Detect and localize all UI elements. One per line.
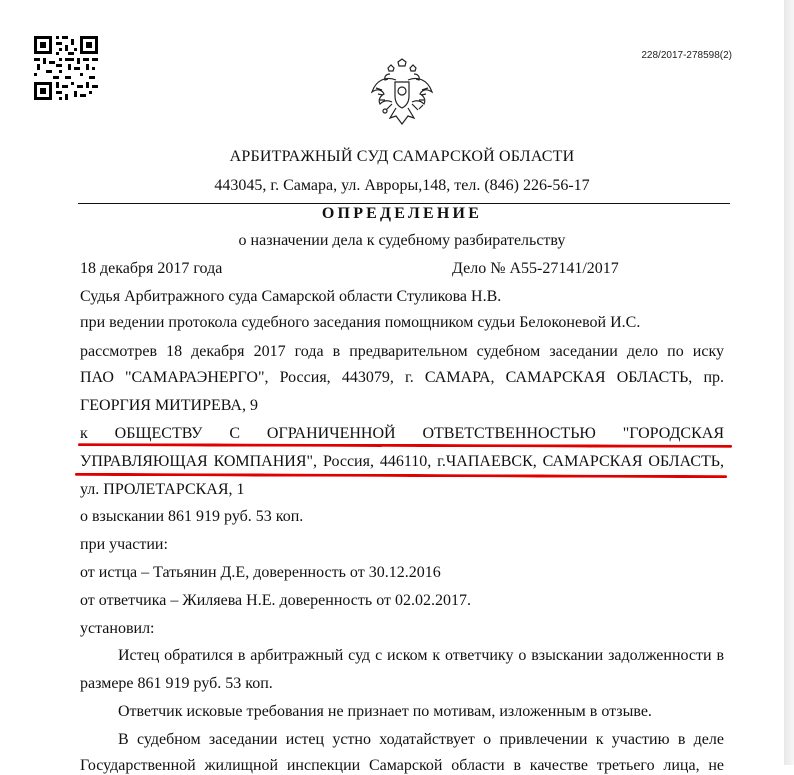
body-line-partial: Государственной жилищной инспекции Самарской области в качестве третьего лица, не — [80, 757, 724, 774]
body-line: Судья Арбитражного суда Самарской области Стуликова Н.В. — [80, 288, 502, 305]
case-number: Дело № А55-27141/2017 — [452, 260, 619, 277]
body-line: ул. ПРОЛЕТАРСКАЯ, 1 — [80, 481, 245, 498]
coat-of-arms-icon — [368, 58, 436, 130]
body-line: Истец обратился в арбитражный суд с иском к ответчику о взыскании задолженности в — [118, 647, 724, 664]
body-line: ГЕОРГИЯ МИТИРЕВА, 9 — [80, 397, 258, 414]
header-divider — [78, 203, 730, 204]
document-subtitle: о назначении дела к судебному разбирательству — [238, 232, 566, 249]
court-address: 443045, г. Самара, ул. Авроры,148, тел. (846) 226-56-17 — [214, 177, 590, 194]
body-line: рассмотрев 18 декабря 2017 года в предварительном судебном заседании дело по иску — [80, 343, 724, 360]
body-line: ПАО "САМАРАЭНЕРГО", Россия, 443079, г. САМАРА, САМАРСКАЯ ОБЛАСТЬ, пр. — [80, 369, 724, 386]
page-edge-shadow — [784, 0, 794, 765]
highlight-underline — [75, 473, 727, 478]
claim-amount-line: о взыскании 861 919 руб. 53 коп. — [80, 508, 304, 525]
section-heading-established: установил: — [80, 620, 155, 637]
court-name: АРБИТРАЖНЫЙ СУД САМАРСКОЙ ОБЛАСТИ — [229, 148, 575, 165]
document-title: ОПРЕДЕЛЕНИЕ — [321, 205, 483, 222]
body-line: от истца – Татьянин Д.Е, доверенность от 30.12.2016 — [80, 564, 441, 581]
document-registry-number: 228/2017-278598(2) — [641, 50, 732, 61]
body-line: при участии: — [80, 536, 168, 553]
body-line-defendant: к ОБЩЕСТВУ С ОГРАНИЧЕННОЙ ОТВЕТСТВЕННОСТЬЮ "ГОРОДСКАЯ — [80, 425, 724, 442]
body-line: при ведении протокола судебного заседания помощником судьи Белоконевой И.С. — [80, 314, 641, 331]
body-line: Ответчик исковые требования не признает по мотивам, изложенным в отзыве. — [118, 703, 652, 720]
body-line-defendant: УПРАВЛЯЮЩАЯ КОМПАНИЯ", Россия, 446110, г.ЧАПАЕВСК, САМАРСКАЯ ОБЛАСТЬ, — [80, 453, 724, 470]
body-line: В судебном заседании истец устно ходатайствует о привлечении к участию в деле — [118, 731, 724, 748]
body-line: размере 861 919 руб. 53 коп. — [80, 675, 273, 692]
highlight-underline — [78, 443, 732, 448]
body-line: от ответчика – Жиляева Н.Е. доверенность от 02.02.2017. — [80, 592, 471, 609]
qr-code-icon — [34, 36, 98, 100]
decision-date: 18 декабря 2017 года — [80, 260, 223, 277]
